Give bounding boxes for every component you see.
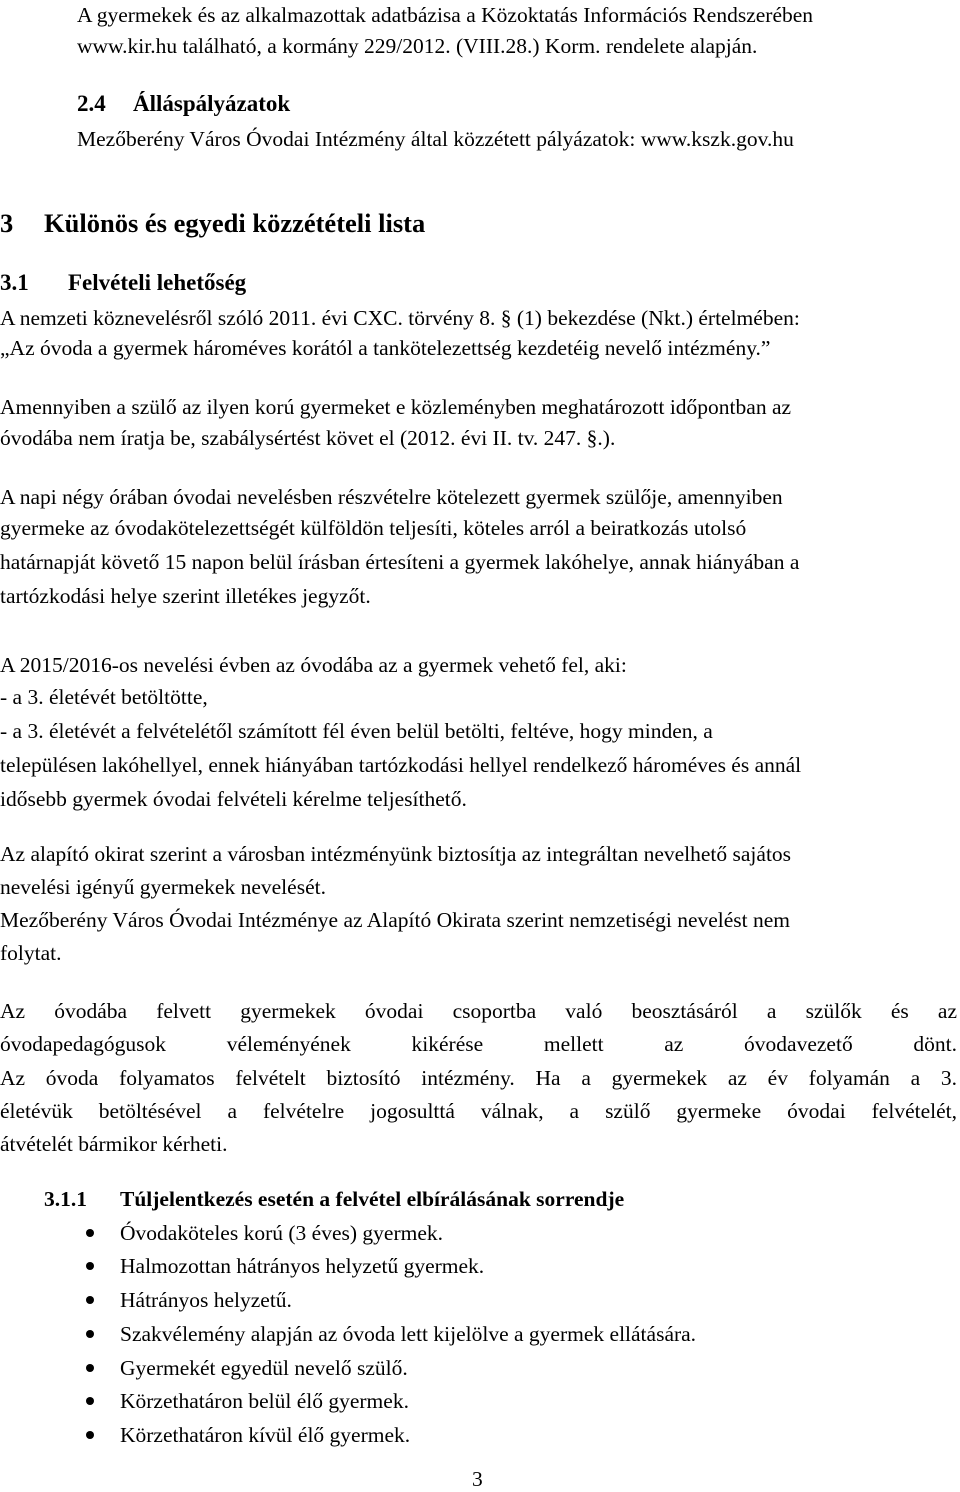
bullet-icon [86,1262,94,1270]
paragraph-line: Az alapító okirat szerint a városban intézményünk biztosítja az integráltan nevelhető sajátos [0,842,792,866]
section-3-1-1-heading [44,1186,624,1212]
list-item: Gyermekét egyedül nevelő szülő. [120,1356,408,1380]
section-number: 3.1.1 [44,1187,87,1211]
section-title: Álláspályázatok [133,91,291,116]
paragraph-line: Amennyiben a szülő az ilyen korú gyermeket e közleményben meghatározott időpontban az [0,395,792,419]
paragraph-line: Az óvodába felvett gyermekek óvodai csoportba való beosztásáról a szülők és az [0,999,957,1023]
paragraph-line: gyermeke az óvodakötelezettségét külföldön teljesíti, köteles arról a beiratkozás utolsó [0,516,747,540]
paragraph-line: átvételét bármikor kérheti. [0,1132,228,1156]
section-2-4-heading [77,91,290,117]
section-2-4-text: Mezőberény Város Óvodai Intézmény által közzétett pályázatok: www.kszk.gov.hu [77,127,794,151]
paragraph-line: - a 3. életévét a felvételétől számított fél éven belül betölti, feltéve, hogy minden, a [0,719,713,743]
section-number: 3.1 [0,270,29,295]
paragraph-line: Mezőberény Város Óvodai Intézménye az Alapító Okirata szerint nemzetiségi nevelést nem [0,908,791,932]
section-3-1-line-2: „Az óvoda a gyermek hároméves korától a tankötelezettség kezdetéig nevelő intézmény.” [0,336,771,360]
bullet-icon [86,1330,94,1338]
bullet-icon [86,1431,94,1439]
bullet-icon [86,1296,94,1304]
paragraph-line: településen lakóhellyel, ennek hiányában tartózkodási hellyel rendelkező hároméves és annál [0,753,802,777]
section-3-1-line-1: A nemzeti köznevelésről szóló 2011. évi CXC. törvény 8. § (1) bekezdése (Nkt.) értelmében: [0,306,800,330]
section-number: 3 [0,208,14,238]
page-number: 3 [472,1467,483,1491]
list-item: Hátrányos helyzetű. [120,1288,292,1312]
intro-line-1: A gyermekek és az alkalmazottak adatbázisa a Közoktatás Információs Rendszerében [77,3,814,27]
paragraph-line: A napi négy órában óvodai nevelésben részvételre kötelezett gyermek szülője, amennyiben [0,485,783,509]
intro-line-2: www.kir.hu található, a kormány 229/2012. (VIII.28.) Korm. rendelete alapján. [77,34,758,58]
paragraph-line: folytat. [0,941,62,965]
paragraph-line: óvodapedagógusok véleményének kikérése mellett az óvodavezető dönt. [0,1032,957,1056]
paragraph-line: határnapját követő 15 napon belül írásban értesíteni a gyermek lakóhelye, annak hiányában a [0,550,800,574]
paragraph-line: életévük betöltésével a felvételre jogosulttá válnak, a szülő gyermeke óvodai felvételét, [0,1099,957,1123]
section-title: Különös és egyedi közzétételi lista [44,208,426,238]
section-title: Felvételi lehetőség [68,270,247,295]
bullet-icon [86,1364,94,1372]
bullet-icon [86,1397,94,1405]
paragraph-line: óvodába nem íratja be, szabálysértést követ el (2012. évi II. tv. 247. §.). [0,426,616,450]
bullet-icon [86,1229,94,1237]
list-item: Óvodaköteles korú (3 éves) gyermek. [120,1221,443,1245]
list-item: Körzethatáron belül élő gyermek. [120,1389,409,1413]
list-item: Körzethatáron kívül élő gyermek. [120,1423,411,1447]
paragraph-line: Az óvoda folyamatos felvételt biztosító intézmény. Ha a gyermekek az év folyamán a 3. [0,1066,957,1090]
section-title: Túljelentkezés esetén a felvétel elbírálásának sorrendje [120,1187,625,1211]
paragraph-line: idősebb gyermek óvodai felvételi kérelme teljesíthető. [0,787,467,811]
paragraph-line: tartózkodási helye szerint illetékes jegyzőt. [0,584,371,608]
paragraph-line: A 2015/2016-os nevelési évben az óvodába az a gyermek vehető fel, aki: [0,653,627,677]
paragraph-line: - a 3. életévét betöltötte, [0,685,208,709]
list-item: Szakvélemény alapján az óvoda lett kijelölve a gyermek ellátására. [120,1322,697,1346]
paragraph-line: nevelési igényű gyermekek nevelését. [0,875,326,899]
section-3-heading [0,210,425,236]
section-3-1-heading [0,270,246,296]
section-number: 2.4 [77,91,106,116]
list-item: Halmozottan hátrányos helyzetű gyermek. [120,1254,485,1278]
